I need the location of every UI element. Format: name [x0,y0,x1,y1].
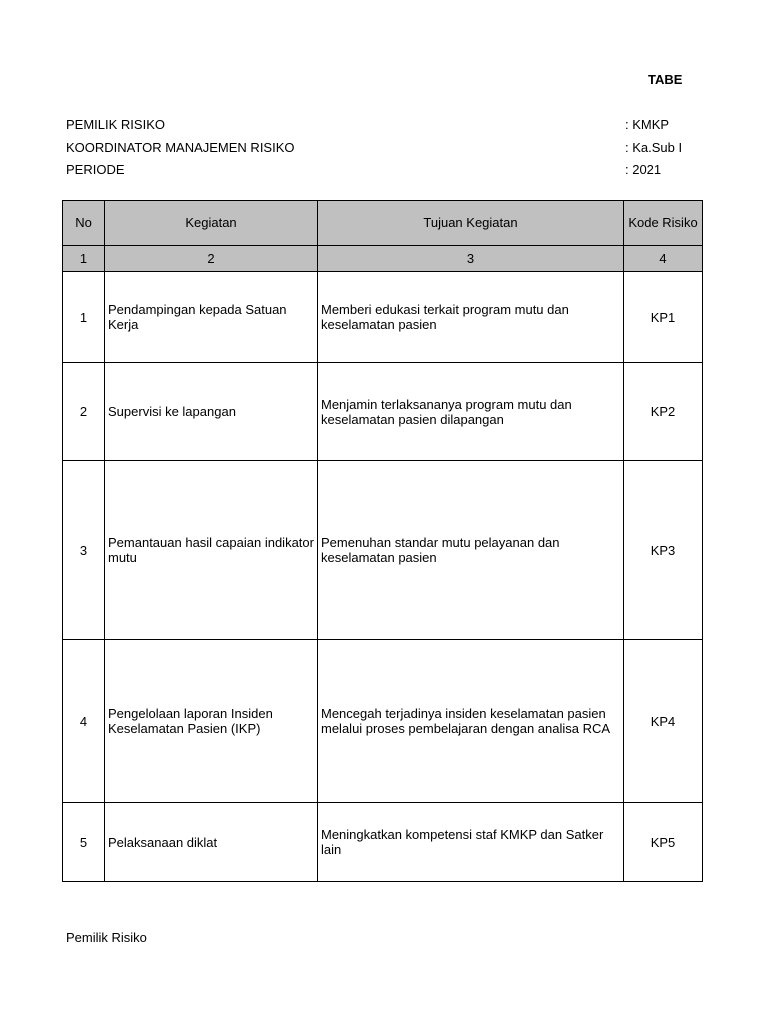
table-row [63,272,703,363]
meta-value-pemilik: : KMKP [625,117,670,132]
cell-no: 2 [63,363,105,461]
cell-kegiatan: Pengelolaan laporan Insiden Keselamatan Pasien (IKP) [105,640,318,803]
cell-kegiatan: Pelaksanaan diklat [105,803,318,882]
header-tujuan: Tujuan Kegiatan [318,201,624,246]
cell-tujuan: Memberi edukasi terkait program mutu dan keselamatan pasien [318,272,624,363]
index-cell: 1 [63,246,105,272]
document-title: TABE [648,72,683,87]
cell-kegiatan: Pemantauan hasil capaian indikator mutu [105,461,318,640]
cell-no: 1 [63,272,105,363]
cell-kode: KP4 [624,640,703,803]
cell-kegiatan: Pendampingan kepada Satuan Kerja [105,272,318,363]
index-cell: 3 [318,246,624,272]
meta-value-koordinator: : Ka.Sub I [625,140,683,155]
meta-value-periode: : 2021 [625,162,662,177]
table-header-row [63,201,703,246]
cell-kode: KP3 [624,461,703,640]
header-no: No [63,201,105,246]
cell-tujuan: Pemenuhan standar mutu pelayanan dan keselamatan pasien [318,461,624,640]
table-index-row [63,246,703,272]
cell-tujuan: Menjamin terlaksananya program mutu dan keselamatan pasien dilapangan [318,363,624,461]
header-kode: Kode Risiko [624,201,703,246]
table-row [63,803,703,882]
cell-tujuan: Meningkatkan kompetensi staf KMKP dan Satker lain [318,803,624,882]
index-cell: 2 [105,246,318,272]
meta-label-pemilik: PEMILIK RISIKO [66,117,165,132]
cell-no: 3 [63,461,105,640]
table-row [63,640,703,803]
risk-table [62,200,703,882]
cell-kegiatan: Supervisi ke lapangan [105,363,318,461]
cell-tujuan: Mencegah terjadinya insiden keselamatan pasien melalui proses pembelajaran dengan analisa RCA [318,640,624,803]
cell-kode: KP2 [624,363,703,461]
index-cell: 4 [624,246,703,272]
footer-pemilik-risiko: Pemilik Risiko [66,930,147,945]
meta-label-periode: PERIODE [66,162,125,177]
cell-kode: KP5 [624,803,703,882]
meta-label-koordinator: KOORDINATOR MANAJEMEN RISIKO [66,140,295,155]
table-row [63,363,703,461]
header-kegiatan: Kegiatan [105,201,318,246]
cell-kode: KP1 [624,272,703,363]
table-row [63,461,703,640]
cell-no: 4 [63,640,105,803]
cell-no: 5 [63,803,105,882]
